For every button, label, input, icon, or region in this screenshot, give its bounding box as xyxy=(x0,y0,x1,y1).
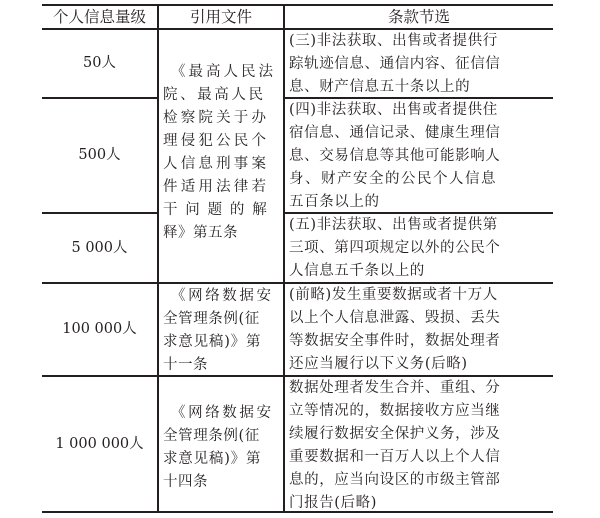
clause-line: 息、交易信息等其他可能影响人 xyxy=(289,148,501,164)
header-clause: 条款节选 xyxy=(387,8,450,26)
clause-line: (三)非法获取、出售或者提供行 xyxy=(289,33,498,49)
clause-line: 等数据安全事件时，数据处理者 xyxy=(289,333,501,349)
source-line: 求意见稿)》第 xyxy=(163,334,262,350)
clause-line: 息、财产信息五十条以上的 xyxy=(289,79,471,95)
source-cell xyxy=(159,402,283,494)
clause-line: 数据处理者发生合并、重组、分 xyxy=(289,380,501,396)
source-line: 全管理条例(征 xyxy=(163,428,260,444)
source-line: 十四条 xyxy=(163,474,208,490)
clause-line: (五)非法获取、出售或者提供第 xyxy=(289,217,498,233)
clause-line: 五百条以上的 xyxy=(289,194,380,210)
level-cell: 100 000人 xyxy=(62,321,137,337)
clause-line: 人信息五千条以上的 xyxy=(289,263,425,279)
level-cell: 500人 xyxy=(78,147,121,163)
clause-line: 续履行数据安全保护义务，涉及 xyxy=(289,426,501,442)
clause-line: (四)非法获取、出售或者提供住 xyxy=(289,102,498,118)
source-line: 干 问 题 的 解 xyxy=(163,202,269,218)
clause-line: 息的，应当向设区的市级主管部 xyxy=(289,472,501,488)
source-cell xyxy=(159,285,283,377)
clause-line: 踪轨迹信息、通信内容、征信信 xyxy=(289,56,501,72)
clause-line: 门报告(后略) xyxy=(289,495,378,511)
clause-line: 身、财产安全的公民个人信息 xyxy=(289,171,497,187)
source-line: 人信息刑事案 xyxy=(163,156,270,172)
source-line: 十一条 xyxy=(163,357,208,373)
source-line: 全管理条例(征 xyxy=(163,311,260,327)
source-cell-judicial-interpretation xyxy=(159,61,283,245)
source-line: 《网络数据安 xyxy=(171,405,274,421)
source-line: 院、最高人民 xyxy=(163,87,266,103)
clause-line: 立等情况的，数据接收方应当继 xyxy=(289,403,501,419)
source-line: 理侵犯公民个 xyxy=(163,133,270,149)
source-line: 《网络数据安 xyxy=(171,288,274,304)
level-cell: 5 000人 xyxy=(71,239,128,256)
clause-cell xyxy=(285,30,553,99)
clause-cell xyxy=(285,377,553,515)
header-source: 引用文件 xyxy=(189,8,252,26)
clause-line: (前略)发生重要数据或者十万人 xyxy=(289,287,498,303)
level-cell: 1 000 000人 xyxy=(55,435,144,452)
clause-line: 还应当履行以下义务(后略) xyxy=(289,356,468,372)
source-line: 件适用法律若 xyxy=(163,179,270,195)
clause-line: 以上个人信息泄露、毁损、丢失 xyxy=(289,310,501,326)
clause-line: 三项、第四项规定以外的公民个 xyxy=(289,240,501,256)
level-cell: 50人 xyxy=(83,55,116,71)
clause-line: 重要数据和一百万人以上个人信 xyxy=(289,449,501,465)
source-line: 释》第五条 xyxy=(163,225,238,241)
regulation-table xyxy=(42,4,553,513)
source-line: 检察院关于办 xyxy=(163,110,270,126)
source-line: 《最高人民法 xyxy=(171,64,276,80)
clause-cell xyxy=(285,284,553,376)
clause-cell xyxy=(285,214,553,283)
source-line: 求意见稿)》第 xyxy=(163,451,262,467)
clause-cell xyxy=(285,99,553,214)
clause-line: 宿信息、通信记录、健康生理信 xyxy=(289,125,501,141)
header-level: 个人信息量级 xyxy=(52,8,146,26)
